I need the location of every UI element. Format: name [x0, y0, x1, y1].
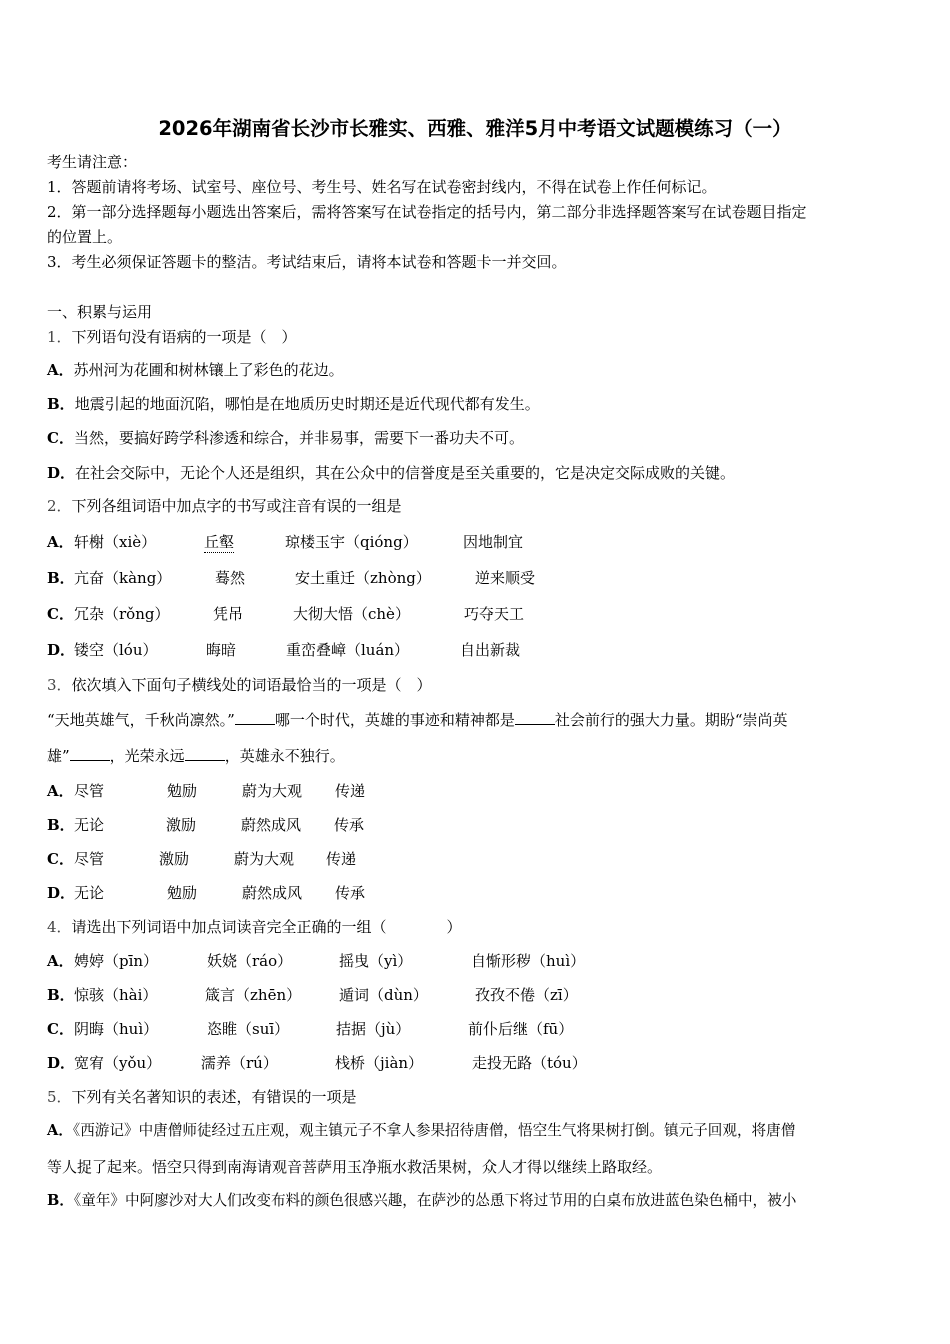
q2-option-a [47, 532, 524, 552]
word-cell: 无论 [74, 884, 105, 902]
option-label: C． [47, 429, 74, 447]
word-cell: 蓦然 [215, 569, 246, 587]
q5-option-a [47, 1121, 795, 1141]
q2-option-c [47, 604, 525, 624]
q4-option-b [47, 985, 578, 1005]
question-text: 下列有关名著知识的表述，有错误的一项是 [71, 1088, 357, 1106]
q3-option-a [47, 781, 366, 801]
option-label: A． [47, 782, 74, 800]
word-cell: 无论 [74, 816, 105, 834]
option-text: 《童年》中阿廖沙对大人们改变布料的颜色很感兴趣，在萨沙的怂恿下将过节用的白桌布放进蓝色染色桶中，被小 [73, 1192, 797, 1209]
question-4-stem [47, 917, 462, 937]
passage-text: 哪一个时代，英雄的事迹和精神都是 [274, 711, 515, 729]
word-cell: 传承 [335, 884, 366, 902]
word-cell: 轩榭（xiè） [74, 533, 157, 551]
option-label: A． [47, 533, 74, 551]
option-label: A． [47, 361, 74, 379]
word-cell: 激励 [159, 850, 190, 868]
notice-item: 3．考生必须保证答题卡的整洁。考试结束后，请将本试卷和答题卡一并交回。 [47, 253, 567, 271]
q4-option-a [47, 951, 586, 971]
word-cell: 逆来顺受 [475, 569, 536, 587]
word-cell: 妖娆（ráo） [207, 952, 293, 970]
word-cell: 蔚然成风 [241, 816, 302, 834]
q3-option-d [47, 883, 366, 903]
word-cell: 栈桥（jiàn） [335, 1054, 424, 1072]
word-cell: 勉励 [167, 782, 198, 800]
q3-option-b [47, 815, 365, 835]
passage-text: ，英雄永不独行。 [224, 747, 345, 765]
q2-option-d [47, 640, 521, 660]
word-cell: 因地制宜 [463, 533, 524, 551]
q4-option-c [47, 1019, 574, 1039]
word-cell: 传递 [335, 782, 366, 800]
option-label: C． [47, 605, 74, 623]
word-cell: 琼楼玉宇（qióng） [285, 533, 418, 551]
fill-blank [70, 746, 110, 761]
q3-option-c [47, 849, 357, 869]
word-cell: 拮据（jù） [336, 1020, 411, 1038]
word-cell: 箴言（zhēn） [205, 986, 302, 1004]
word-cell: 宽宥（yǒu） [74, 1054, 162, 1072]
q2-option-b [47, 568, 536, 588]
word-cell: 尽管 [74, 782, 105, 800]
q5-option-b [47, 1191, 796, 1211]
question-5-stem [47, 1087, 357, 1107]
word-cell: 激励 [166, 816, 197, 834]
word-cell: 恣睢（suī） [207, 1020, 290, 1038]
question-text: 下列各组词语中加点字的书写或注音有误的一组是 [71, 497, 402, 515]
word-cell: 前仆后继（fū） [468, 1020, 574, 1038]
option-label: C． [47, 850, 74, 868]
option-label: D． [47, 884, 76, 902]
word-cell: 遁词（dùn） [339, 986, 428, 1004]
option-text: 当然，要搞好跨学科渗透和综合，并非易事，需要下一番功夫不可。 [73, 429, 524, 447]
word-cell: 冗杂（rǒng） [74, 605, 170, 623]
word-cell: 安土重迁（zhòng） [295, 569, 431, 587]
word-cell: 镂空（lóu） [74, 641, 158, 659]
option-text: 在社会交际中，无论个人还是组织，其在公众中的信誉度是至关重要的，它是决定交际成败的关键。 [75, 464, 736, 482]
notice-heading: 考生请注意： [47, 153, 138, 171]
q1-option-c [47, 428, 524, 448]
word-cell: 自出新裁 [460, 641, 521, 659]
question-text: 请选出下列词语中加点词读音完全正确的一组（ ） [71, 918, 462, 936]
option-label: B． [47, 395, 75, 413]
option-text: 苏州河为花圃和树林镶上了彩色的花边。 [73, 361, 344, 379]
word-cell: 蔚为大观 [234, 850, 295, 868]
word-cell: 娉婷（pīn） [74, 952, 159, 970]
word-cell: 惊骇（hài） [74, 986, 158, 1004]
fill-blank [185, 746, 225, 761]
option-text: 《西游记》中唐僧师徒经过五庄观，观主镇元子不拿人参果招待唐僧，悟空生气将果树打倒。镇元子回观，将唐僧 [72, 1122, 796, 1139]
page-title: 2026年湖南省长沙市长雅实、西雅、雅洋5月中考语文试题模练习（一） [158, 117, 792, 140]
passage-text: “天地英雄气，千秋尚凛然。” [47, 711, 235, 729]
section-heading: 一、积累与运用 [47, 303, 153, 321]
q4-option-d [47, 1053, 587, 1073]
q1-option-a [47, 360, 344, 380]
passage-text: 雄” [47, 747, 70, 765]
word-cell: 走投无路（tóu） [472, 1054, 587, 1072]
word-cell: 勉励 [167, 884, 198, 902]
word-cell: 摇曳（yì） [339, 952, 413, 970]
q1-option-b [47, 394, 540, 414]
question-text: 依次填入下面句子横线处的词语最恰当的一项是（ ） [71, 676, 432, 694]
q1-option-d [47, 463, 735, 483]
word-cell: 阴晦（huì） [74, 1020, 159, 1038]
word-cell: 巧夺天工 [464, 605, 525, 623]
option-label: A． [47, 952, 74, 970]
word-cell: 自惭形秽（huì） [471, 952, 586, 970]
word-cell: 传递 [326, 850, 357, 868]
word-cell: 孜孜不倦（zī） [475, 986, 578, 1004]
notice-item: 的位置上。 [47, 228, 123, 246]
option-label: C． [47, 1020, 74, 1038]
option-label: B． [47, 569, 75, 587]
option-label: D． [47, 641, 76, 659]
option-label: D． [47, 1054, 76, 1072]
fill-blank [515, 710, 555, 725]
word-cell: 传承 [334, 816, 365, 834]
word-cell: 重峦叠嶂（luán） [286, 641, 410, 659]
option-label: B． [47, 816, 75, 834]
word-cell: 丘壑 [204, 533, 235, 551]
passage-text: ，光荣永远 [109, 747, 185, 765]
fill-blank [235, 710, 275, 725]
word-cell: 大彻大悟（chè） [293, 605, 410, 623]
passage-text: 社会前行的强大力量。期盼“崇尚英 [554, 711, 788, 729]
word-cell: 濡养（rú） [201, 1054, 278, 1072]
option-text: 地震引起的地面沉陷，哪怕是在地质历史时期还是近代现代都有发生。 [74, 395, 540, 413]
option-label: B． [47, 986, 75, 1004]
question-number: 4． [47, 918, 72, 936]
word-cell: 蔚为大观 [242, 782, 303, 800]
question-text: 下列语句没有语病的一项是（ ） [71, 328, 297, 346]
question-number: 1． [47, 328, 72, 346]
notice-item: 1．答题前请将考场、试室号、座位号、考生号、姓名写在试卷密封线内，不得在试卷上作任何标记。 [47, 178, 717, 196]
option-label: D． [47, 464, 76, 482]
notice-item: 2．第一部分选择题每小题选出答案后，需将答案写在试卷指定的括号内，第二部分非选择题答案写在试卷题目指定 [47, 203, 807, 221]
question-number: 3． [47, 676, 72, 694]
option-label: B． [47, 1192, 74, 1209]
word-cell: 蔚然成风 [242, 884, 303, 902]
q3-passage-line [47, 710, 788, 730]
word-cell: 晦暗 [206, 641, 237, 659]
question-number: 5． [47, 1088, 72, 1106]
question-1-stem [47, 327, 297, 347]
word-cell: 凭吊 [213, 605, 244, 623]
q3-passage-line [47, 746, 345, 766]
question-2-stem [47, 496, 402, 516]
question-number: 2． [47, 497, 72, 515]
word-cell: 亢奋（kàng） [74, 569, 172, 587]
question-3-stem [47, 675, 432, 695]
word-cell: 尽管 [74, 850, 105, 868]
q5-option-a-continued: 等人捉了起来。悟空只得到南海请观音菩萨用玉净瓶水救活果树，众人才得以继续上路取经。 [47, 1158, 663, 1176]
option-label: A． [47, 1122, 73, 1139]
